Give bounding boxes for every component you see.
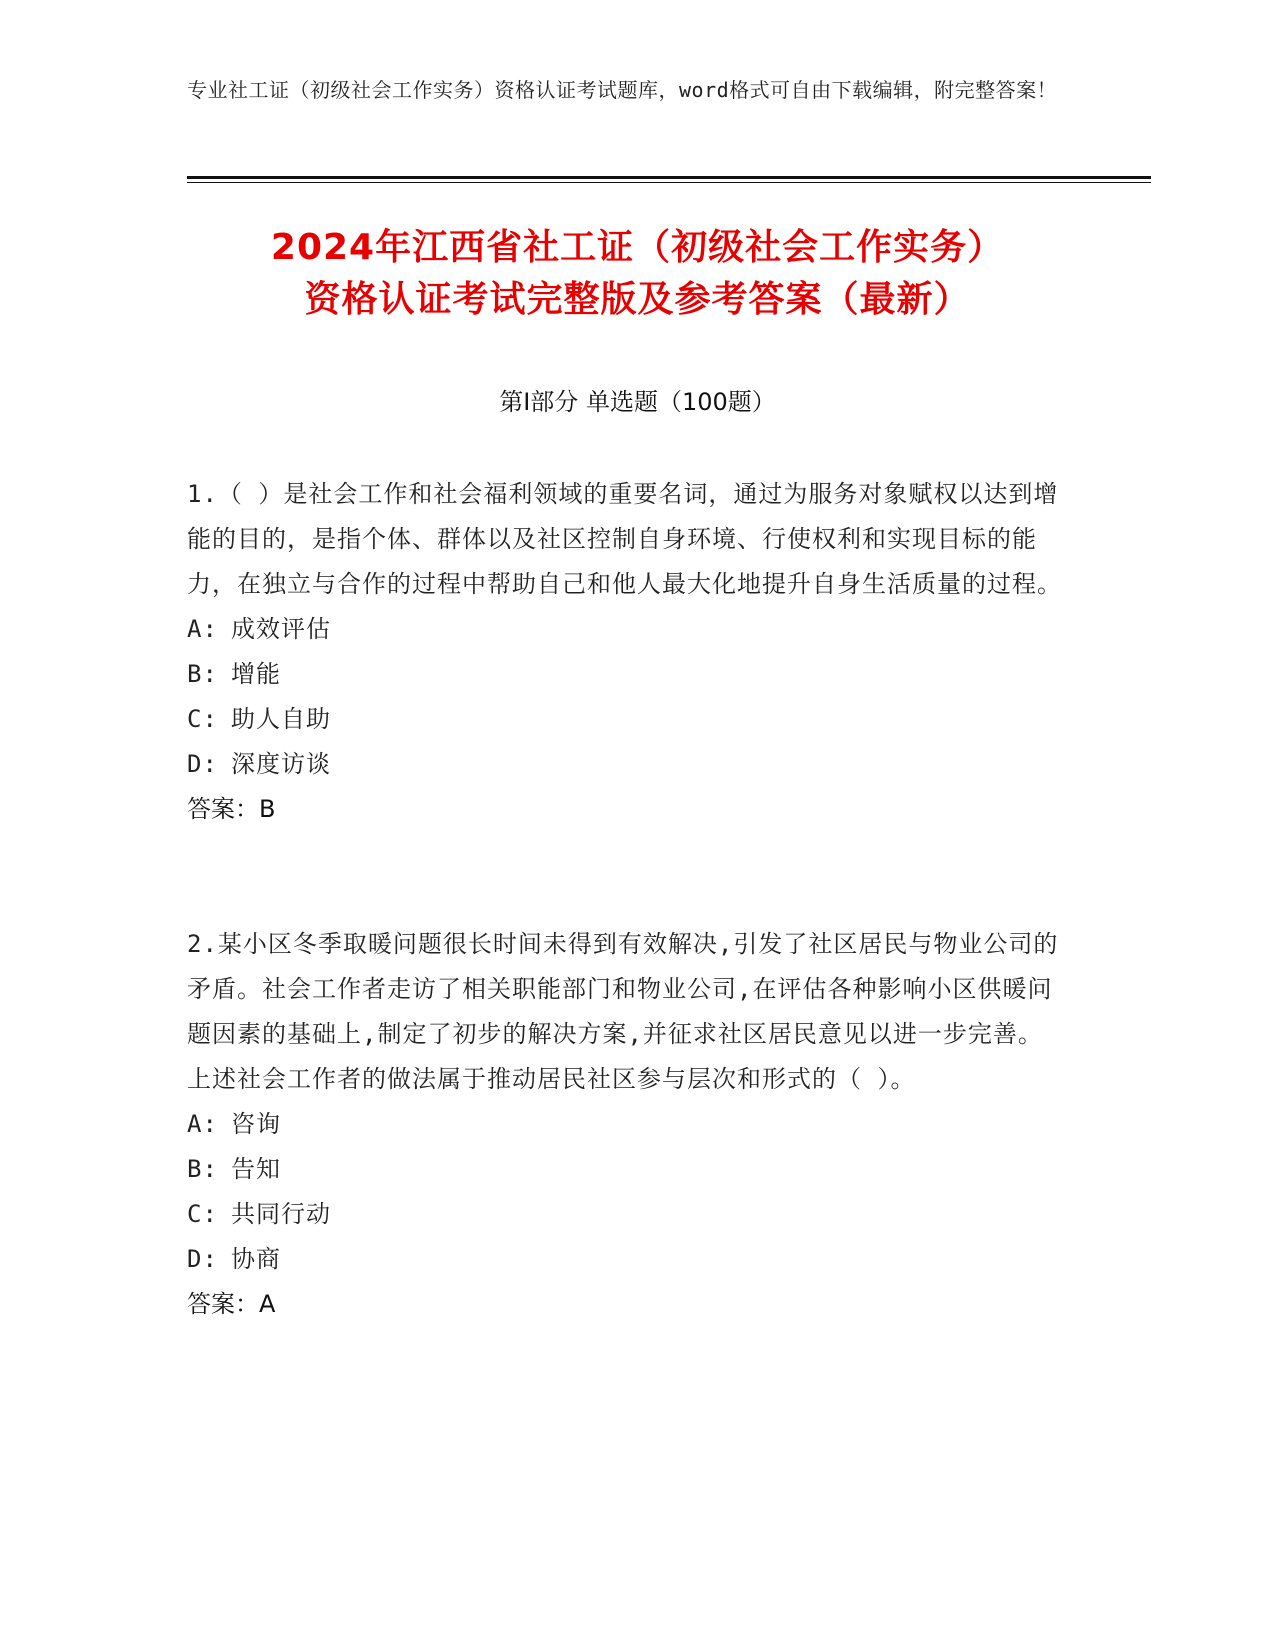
question-stem: 2.某小区冬季取暖问题很长时间未得到有效解决,引发了社区居民与物业公司的矛盾。社会工作者走访了相关职能部门和物业公司,在评估各种影响小区供暖问题因素的基础上,制定了初步的解决方案,并征求社区居民意见以进一步完善。上述社会工作者的做法属于推动居民社区参与层次和形式的（ ）。 <box>187 930 1059 1093</box>
option-key: D: <box>187 750 218 778</box>
option-text: 告知 <box>231 1155 281 1183</box>
header-rule-thin <box>187 182 1151 183</box>
section-heading: 第Ⅰ部分 单选题（100题） <box>499 388 776 416</box>
option-key: B: <box>187 1155 218 1183</box>
option-text: 共同行动 <box>231 1200 331 1228</box>
option-d <box>187 742 1067 787</box>
title-line-1: 2024年江西省社工证（初级社会工作实务） <box>270 227 1005 268</box>
option-key: A: <box>187 1110 218 1138</box>
document-title <box>150 222 1125 326</box>
title-line-2: 资格认证考试完整版及参考答案（最新） <box>304 279 971 320</box>
option-d <box>187 1237 1067 1282</box>
option-key: B: <box>187 660 218 688</box>
option-key: A: <box>187 615 218 643</box>
option-text: 助人自助 <box>231 705 331 733</box>
option-key: D: <box>187 1245 218 1273</box>
question-stem: 1.（ ）是社会工作和社会福利领域的重要名词，通过为服务对象赋权以达到增能的目的，是指个体、群体以及社区控制自身环境、行使权利和实现目标的能力，在独立与合作的过程中帮助自己和他人最大化地提升自身生活质量的过程。 <box>187 480 1062 598</box>
answer-line: 答案：A <box>187 1290 276 1318</box>
option-text: 协商 <box>231 1245 281 1273</box>
option-b <box>187 1147 1067 1192</box>
option-key: C: <box>187 1200 218 1228</box>
option-text: 成效评估 <box>231 615 331 643</box>
option-b <box>187 652 1067 697</box>
option-c <box>187 697 1067 742</box>
header-rule-thick <box>187 176 1151 179</box>
option-a <box>187 1102 1067 1147</box>
option-a <box>187 607 1067 652</box>
option-text: 深度访谈 <box>231 750 331 778</box>
answer-line: 答案：B <box>187 795 276 823</box>
option-c <box>187 1192 1067 1237</box>
option-text: 咨询 <box>231 1110 281 1138</box>
option-key: C: <box>187 705 218 733</box>
option-text: 增能 <box>231 660 281 688</box>
question-1 <box>187 472 1067 832</box>
header-note: 专业社工证（初级社会工作实务）资格认证考试题库，word格式可自由下载编辑，附完整答案！ <box>187 78 1058 102</box>
question-2 <box>187 922 1067 1327</box>
